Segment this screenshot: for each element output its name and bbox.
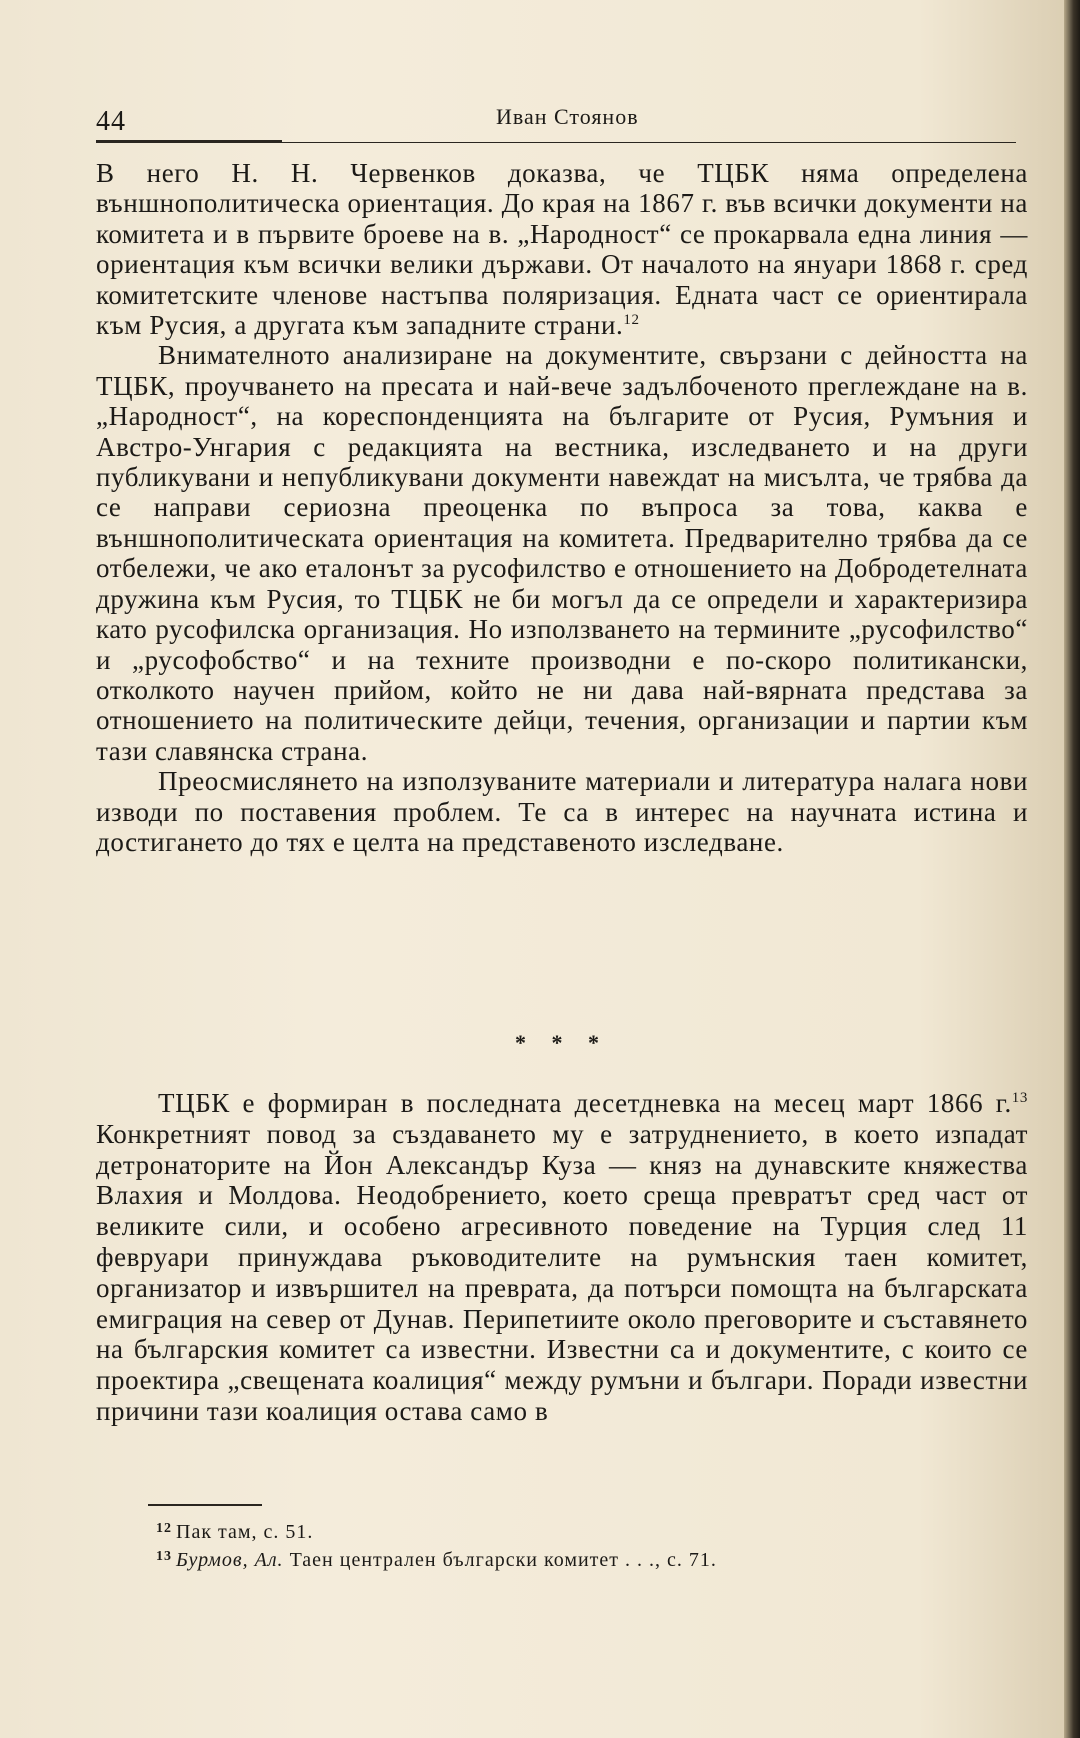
footnote-rule [148,1504,262,1506]
footnote-mark: 13 [156,1549,172,1564]
footnote-ref-13: 13 [1011,1090,1028,1106]
header-rule-accent [96,140,282,143]
footnote-text: Таен централен български комитет . . ., с. 71. [283,1549,717,1571]
footnotes [156,1518,1016,1574]
paragraph-3: Преосмислянето на използуваните материали и литература налага нови изводи по поставения проблем. Те са в интерес на научната истина и достигането до тях е целта на представеното изследване. [96,766,1028,857]
footnote-author: Бурмов, Ал. [176,1549,284,1571]
paragraph-1-text: В него Н. Н. Червенков доказва, че ТЦБК няма определена външнополитическа ориентация. До края на 1867 г. във всички документи на комитета и в първите броеве на в. „Народност“ се прокарвала една линия — ориентация към всички велики държави. От началото на януари 1868 г. сред комитетските членове настъпва поляризация. Едната част се ориентирала към Русия, а другата към западните страни. [96,158,1028,341]
footnote-mark: 12 [156,1521,172,1536]
page-number: 44 [96,106,126,137]
body-text [96,158,1028,857]
footnote-12 [156,1518,1016,1546]
paragraph-4-rest: Конкретният повод за създаването му е затруднението, в което изпадат детронаторите на Йон Александър Куза — княз на дунавските княжества Влахия и Молдова. Неодобрението, което среща превратът сред част от великите сили, и особено агресивното поведение на Турция след 11 февруари принуждава ръководителите на румънския таен комитет, организатор и извършител на преврата, да потърси помощта на българската емиграция на север от Дунав. Перипетиите около преговорите и съставянето на българския комитет са известни. Известни са и документите, с които се проектира „свещената коалиция“ между румъни и българи. Поради известни причини тази коалиция остава само в [96,1118,1028,1426]
paragraph-2: Внимателното анализиране на документите, свързани с дейността на ТЦБК, проучването на пресата и най-вече задълбоченото преглеждане на в. „Народност“, на кореспонденцията на българите от Русия, Румъния и Австро-Унгария с редакцията на вестника, изследването и на други публикувани и непубликувани документи навеждат на мисълта, че трябва да се направи сериозна преоценка по въпроса за това, каква е външнополитическата ориентация на комитета. Предварително трябва да се отбележи, че ако еталонът за русофилство е отношението на Добродетелната дружина към Русия, то ТЦБК не би могъл да се определи и характеризира като русофилска организация. Но използването на термините „русофилство“ и „русофобство“ и на техните производни е по-скоро политикански, отколкото научен прийом, който не ни дава най-вярната представа за отношението на политическите дейци, течения, организации и партии към тази славянска страна. [96,340,1028,766]
footnote-text: Пак там, с. 51. [176,1521,314,1543]
section-separator: * * * [515,1030,609,1055]
paragraph-1 [96,158,1028,340]
section-2-text [96,1088,1028,1427]
running-head: Иван Стоянов [496,104,639,129]
page-header [96,104,1016,144]
paragraph-4 [96,1088,1028,1427]
paragraph-4-start: ТЦБК е формиран в последната десетдневка на месец март 1866 г. [158,1088,1012,1118]
page-edge [1064,0,1080,1738]
footnote-ref-12: 12 [623,312,640,329]
footnote-13 [156,1546,1016,1574]
